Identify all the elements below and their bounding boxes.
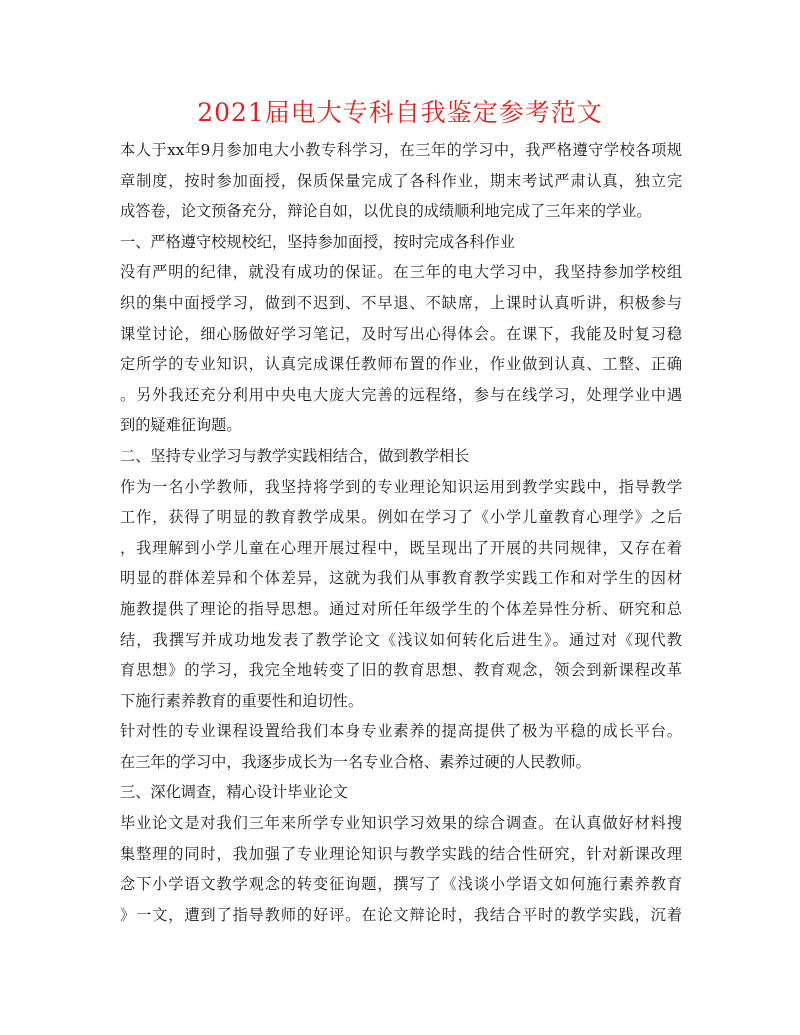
body-line: 毕业论文是对我们三年来所学专业知识学习效果的综合调查。在认真做好材料搜	[120, 814, 682, 833]
body-line: 施教提供了理论的指导思想。通过对所任年级学生的个体差异性分析、研究和总	[120, 599, 682, 618]
body-line: 作为一名小学教师，我坚持将学到的专业理论知识运用到教学实践中，指导教学	[120, 477, 682, 496]
body-line: 在三年的学习中，我逐步成长为一名专业合格、素养过硬的人民教师。	[120, 752, 591, 771]
body-line: 没有严明的纪律，就没有成功的保证。在三年的电大学习中，我坚持参加学校组	[120, 263, 682, 282]
body-line: 针对性的专业课程设置给我们本身专业素养的提高提供了极为平稳的成长平台。	[120, 722, 682, 741]
body-line: 结，我撰写并成功地发表了教学论文《浅议如何转化后进生》。通过对《现代教	[120, 630, 682, 649]
body-line: 》一文，遭到了指导教师的好评。在论文辩论时，我结合平时的教学实践，沉着	[120, 905, 682, 924]
section-heading: 二、坚持专业学习与教学实践相结合，做到教学相长	[120, 446, 470, 465]
document-title: 2021届电大专科自我鉴定参考范文	[197, 98, 603, 127]
body-line: 成答卷，论文预备充分，辩论自如，以优良的成绩顺利地完成了三年来的学业。	[120, 202, 652, 221]
body-line: 念下小学语文教学观念的转变征询题，撰写了《浅谈小学语文如何施行素养教育	[120, 875, 682, 894]
body-line: 织的集中面授学习，做到不迟到、不早退、不缺席，上课时认真听讲，积极参与	[120, 293, 682, 312]
section-heading: 三、深化调查，精心设计毕业论文	[120, 783, 348, 802]
body-line: 。另外我还充分利用中央电大庞大完善的远程络，参与在线学习，处理学业中遇	[120, 385, 682, 404]
body-line: 集整理的同时，我加强了专业理论知识与教学实践的结合性研究，针对新课改理	[120, 844, 682, 863]
body-line: 下施行素养教育的重要性和迫切性。	[120, 691, 363, 710]
document-body	[120, 135, 682, 930]
body-line: 育思想》的学习，我完全地转变了旧的教育思想、教育观念，领会到新课程改革	[120, 661, 682, 680]
section-heading: 一、严格遵守校规校纪，坚持参加面授，按时完成各科作业	[120, 232, 515, 251]
body-line: 本人于xx年9月参加电大小教专科学习，在三年的学习中，我严格遵守学校各项规	[120, 141, 682, 159]
body-line: ，我理解到小学儿童在心理开展过程中，既呈现出了开展的共同规律，又存在着	[120, 538, 682, 557]
body-line: 章制度，按时参加面授，保质保量完成了各科作业，期末考试严肃认真，独立完	[120, 171, 682, 190]
body-line: 到的疑难征询题。	[120, 416, 242, 435]
body-line: 定所学的专业知识，认真完成课任教师布置的作业，作业做到认真、工整、正确	[120, 355, 682, 374]
body-line: 工作，获得了明显的教育教学成果。例如在学习了《小学儿童教育心理学》之后	[120, 508, 682, 527]
body-line: 课堂讨论，细心肠做好学习笔记，及时写出心得体会。在课下，我能及时复习稳	[120, 324, 682, 343]
body-line: 明显的群体差异和个体差异，这就为我们从事教育教学实践工作和对学生的因材	[120, 569, 682, 588]
